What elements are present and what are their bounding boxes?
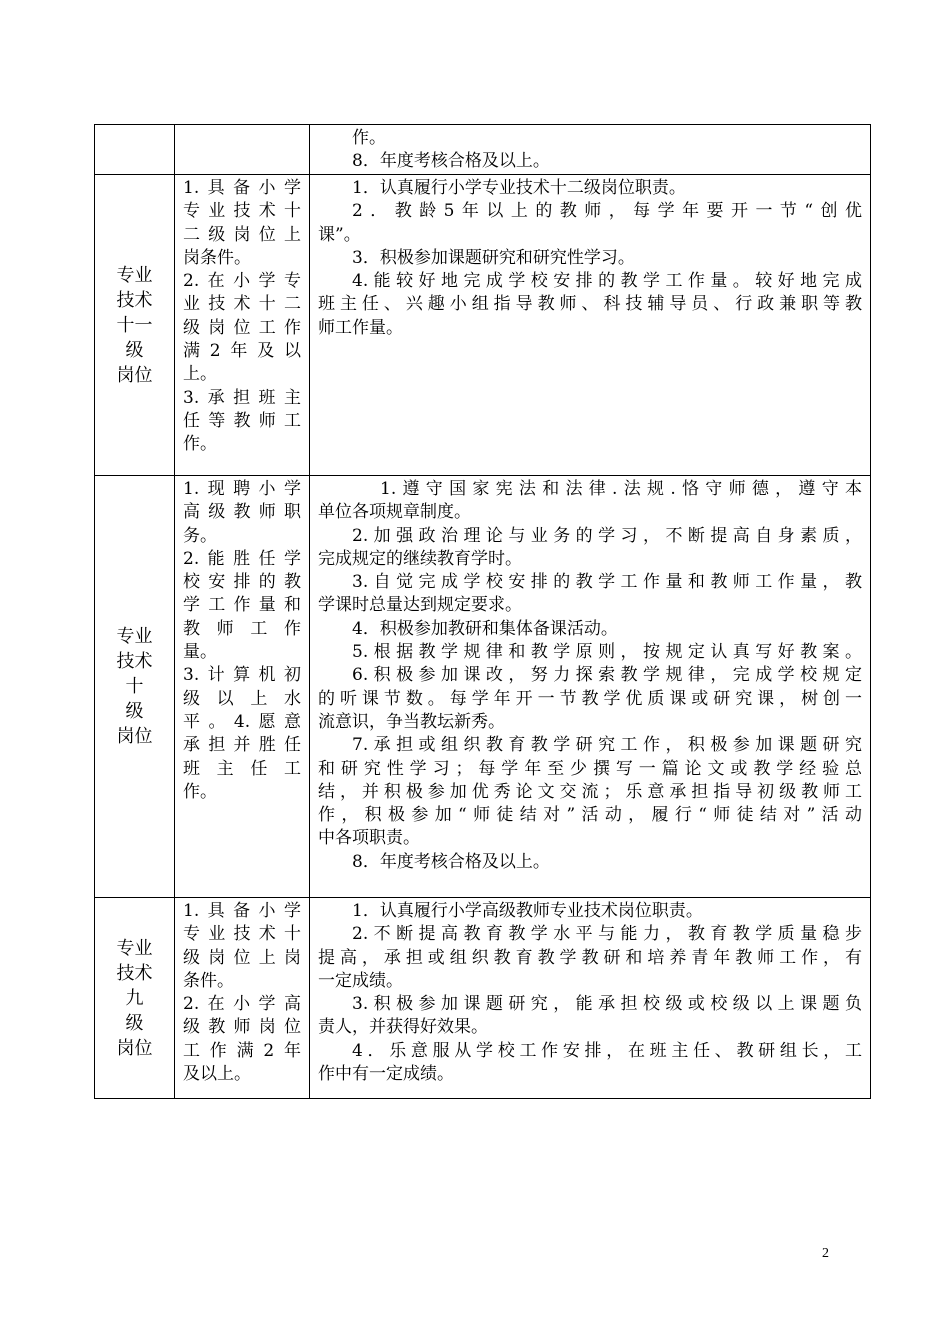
requirement-line: 高级教师职 bbox=[183, 502, 301, 523]
duty-line: 课”。 bbox=[318, 224, 361, 245]
requirement-line: 及以上。 bbox=[183, 1064, 251, 1085]
duty-line: 的听课节数。每学年开一节教学优质课或研究课，树创一 bbox=[318, 688, 862, 709]
duty-line: 6.积极参加课改，努力探索教学规律，完成学校规定 bbox=[352, 665, 862, 686]
requirements-cell bbox=[175, 125, 310, 175]
requirement-line: 专业技术十 bbox=[183, 924, 301, 945]
duty-line: 结，并积极参加优秀论文交流；乐意承担指导初级教师工 bbox=[318, 781, 862, 802]
duty-line: 4．积极参加教研和集体备课活动。 bbox=[352, 618, 618, 639]
requirement-line: 二级岗位上 bbox=[183, 224, 301, 245]
position-label-line: 技术 bbox=[116, 289, 153, 311]
duty-line: 提高，承担或组织教育教学教研和培养青年教师工作，有 bbox=[318, 947, 862, 968]
requirement-line: 3.承担班主 bbox=[183, 387, 301, 408]
requirement-line: 工作满2年 bbox=[183, 1040, 301, 1061]
duty-line: 3.积极参加课题研究，能承担校级或校级以上课题负 bbox=[352, 994, 862, 1015]
duty-line: 3.自觉完成学校安排的教学工作量和教师工作量，教 bbox=[352, 572, 862, 593]
position-label-line: 技术 bbox=[116, 651, 153, 672]
position-label-line: 专业 bbox=[116, 937, 153, 959]
duty-line: 作，积极参加“师徒结对”活动，履行“师徒结对”活动 bbox=[318, 805, 862, 826]
post-duty-table bbox=[94, 124, 871, 1099]
duty-line: 班主任、兴趣小组指导教师、科技辅导员、行政兼职等教 bbox=[318, 294, 862, 315]
requirement-line: 学工作量和 bbox=[183, 595, 301, 616]
duty-line: 7.承担或组织教育教学研究工作，积极参加课题研究 bbox=[352, 735, 862, 756]
position-label-line: 级 bbox=[125, 701, 144, 722]
duty-line: 完成规定的继续教育学时。 bbox=[318, 548, 522, 569]
duty-line: 1．认真履行小学专业技术十二级岗位职责。 bbox=[352, 178, 686, 198]
duty-line: 作中有一定成绩。 bbox=[318, 1064, 454, 1085]
requirement-line: 满2年及以 bbox=[183, 341, 301, 362]
duties-cell bbox=[310, 898, 871, 1099]
requirement-line: 岗条件。 bbox=[183, 247, 251, 268]
duty-line: 2．教龄5年以上的教师，每学年要开一节“创优 bbox=[352, 201, 862, 222]
requirement-line: 作。 bbox=[183, 434, 217, 455]
requirements-cell bbox=[175, 476, 310, 898]
requirement-line: 1.具备小学 bbox=[183, 901, 301, 921]
duty-line: 4．乐意服从学校工作安排，在班主任、教研组长，工 bbox=[352, 1040, 862, 1061]
requirement-line: 级 以 上 水 bbox=[183, 688, 301, 709]
requirement-line: 校安排的教 bbox=[183, 572, 301, 593]
position-label-line: 九 bbox=[125, 987, 144, 1009]
duty-line: 1．认真履行小学高级教师专业技术岗位职责。 bbox=[352, 901, 703, 921]
position-label-line: 岗位 bbox=[116, 1037, 153, 1059]
duty-line: 2.加强政治理论与业务的学习，不断提高自身素质， bbox=[352, 525, 862, 546]
duty-line: 中各项职责。 bbox=[318, 828, 420, 849]
duty-line: 作。 bbox=[352, 128, 386, 148]
duty-line: 8．年度考核合格及以上。 bbox=[352, 851, 550, 872]
requirement-line: 级岗位工作 bbox=[183, 317, 301, 338]
requirement-line: 专业技术十 bbox=[183, 201, 301, 222]
requirement-line: 务。 bbox=[183, 525, 217, 546]
requirement-line: 2.在小学高 bbox=[183, 994, 301, 1015]
position-cell bbox=[95, 898, 175, 1099]
requirement-line: 2.能胜任学 bbox=[183, 548, 301, 569]
position-label-line: 级 bbox=[125, 339, 144, 361]
position-cell bbox=[95, 175, 175, 476]
requirement-line: 级岗位上岗 bbox=[183, 947, 301, 968]
table-row bbox=[95, 898, 871, 1099]
position-label-line: 专业 bbox=[116, 264, 153, 286]
requirement-line: 任等教师工 bbox=[183, 410, 301, 431]
duty-line: 4.能较好地完成学校安排的教学工作量。较好地完成 bbox=[352, 271, 862, 292]
duty-line: 一定成绩。 bbox=[318, 970, 403, 991]
duty-line: 5.根据教学规律和教学原则，按规定认真写好教案。 bbox=[352, 642, 862, 663]
position-label-line: 级 bbox=[125, 1012, 144, 1034]
requirement-line: 平。4.愿意 bbox=[183, 711, 301, 732]
duty-line: 学课时总量达到规定要求。 bbox=[318, 595, 522, 616]
duty-line: 和研究性学习；每学年至少撰写一篇论文或教学经验总 bbox=[318, 758, 862, 779]
duty-line: 2.不断提高教育教学水平与能力，教育教学质量稳步 bbox=[352, 924, 862, 945]
table-row bbox=[95, 175, 871, 476]
table-row bbox=[95, 125, 871, 175]
position-label-line: 专业 bbox=[116, 626, 153, 647]
requirement-line: 2.在小学专 bbox=[183, 271, 301, 292]
duty-line: 师工作量。 bbox=[318, 317, 403, 338]
table-row bbox=[95, 476, 871, 898]
duty-line: 3．积极参加课题研究和研究性学习。 bbox=[352, 247, 635, 268]
requirement-line: 条件。 bbox=[183, 970, 234, 991]
position-label-line: 技术 bbox=[116, 962, 153, 984]
requirement-line: 作。 bbox=[183, 781, 217, 802]
duties-cell bbox=[310, 175, 871, 476]
duty-line: 8．年度考核合格及以上。 bbox=[352, 151, 550, 172]
page-number: 2 bbox=[822, 1246, 829, 1261]
requirement-line: 1.现聘小学 bbox=[183, 479, 301, 499]
duty-line: 责人，并获得好效果。 bbox=[318, 1017, 488, 1038]
requirement-line: 上。 bbox=[183, 364, 217, 385]
position-cell bbox=[95, 476, 175, 898]
requirement-line: 业技术十二 bbox=[183, 294, 301, 315]
duty-line: 单位各项规章制度。 bbox=[318, 502, 471, 523]
duties-cell bbox=[310, 125, 871, 175]
position-cell bbox=[95, 125, 175, 175]
duties-cell bbox=[310, 476, 871, 898]
requirement-line: 量。 bbox=[183, 642, 217, 663]
position-label-line: 十一 bbox=[116, 314, 153, 336]
position-label-line: 岗位 bbox=[116, 364, 153, 386]
requirement-line: 班 主 任 工 bbox=[183, 758, 301, 779]
requirements-cell bbox=[175, 898, 310, 1099]
requirement-line: 承担并胜任 bbox=[183, 735, 301, 756]
requirement-line: 1.具备小学 bbox=[183, 178, 301, 198]
duty-line: 1.遵守国家宪法和法律.法规.恪守师德，遵守本 bbox=[380, 479, 862, 499]
requirement-line: 级教师岗位 bbox=[183, 1017, 301, 1038]
requirement-line: 教 师 工 作 bbox=[183, 618, 301, 639]
requirement-line: 3.计算机初 bbox=[183, 665, 301, 686]
position-label-line: 十 bbox=[125, 676, 144, 697]
position-label-line: 岗位 bbox=[116, 726, 153, 747]
requirements-cell bbox=[175, 175, 310, 476]
duty-line: 流意识，争当教坛新秀。 bbox=[318, 711, 505, 732]
